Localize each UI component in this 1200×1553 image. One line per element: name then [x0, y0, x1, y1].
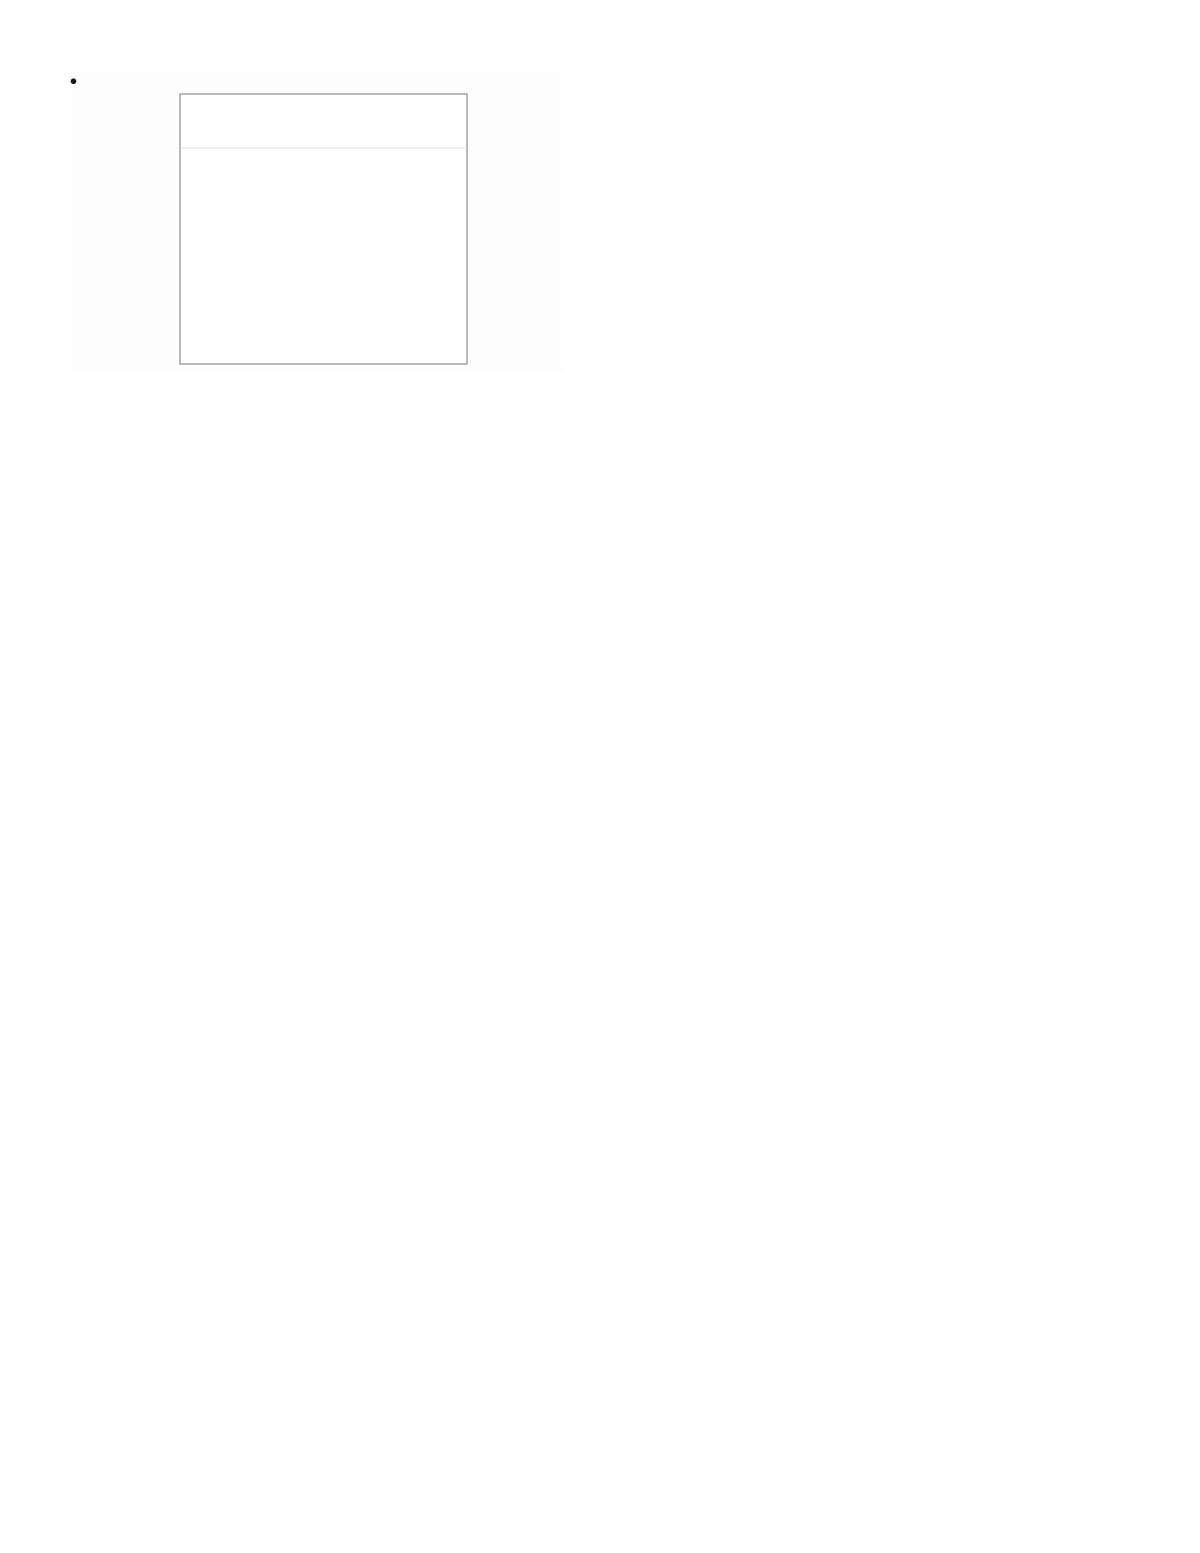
prescription-pad	[180, 94, 467, 364]
prescription-figure	[70, 72, 565, 372]
left-column	[70, 70, 565, 374]
prescription-diagram	[70, 72, 565, 372]
